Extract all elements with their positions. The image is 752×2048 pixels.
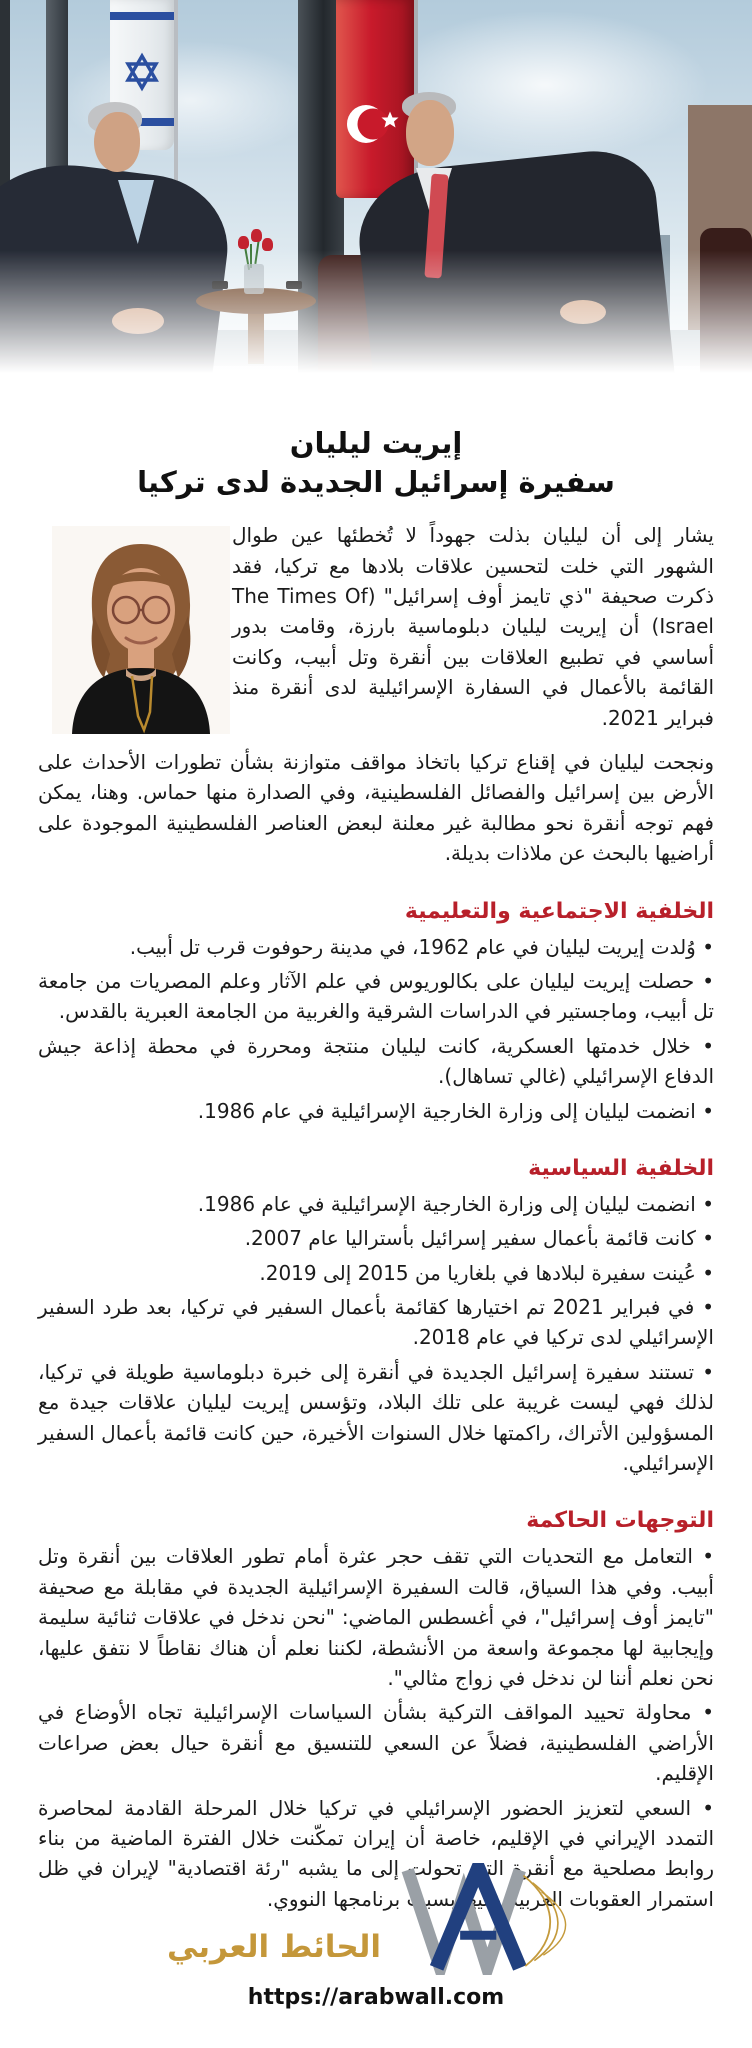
crescent-star-icon (344, 96, 404, 152)
list-item: • انضمت ليليان إلى وزارة الخارجية الإسرائيلية في عام 1986. (38, 1096, 714, 1126)
article-body (0, 424, 752, 1914)
section-heading-governing-trends: التوجهات الحاكمة (526, 1508, 714, 1534)
meeting-photo (0, 0, 752, 400)
turkish-flag (336, 0, 414, 198)
list-item: • تستند سفيرة إسرائيل الجديدة في أنقرة إلى خبرة دبلوماسية طويلة في تركيا، لذلك فهي ليست غريبة على تلك البلاد، وتؤسس إيريت ليليان علاقات جيدة مع المسؤولين الأتراك، راكمتها خلال السنوات الأخيرة، حين كانت قائمة بأعمال السفير الإسرائيلي. (38, 1357, 714, 1479)
brand-logo (0, 1863, 752, 1975)
red-tulip (251, 229, 262, 242)
list-item: • التعامل مع التحديات التي تقف حجر عثرة أمام تطور العلاقات بين أنقرة وتل أبيب. وفي هذا السياق، قالت السفيرة الإسرائيلية الجديدة في مقابلة مع صحيفة "تايمز أوف إسرائيل"، في أغسطس الماضي: "نحن ندخل في علاقات ثنائية سليمة وإيجابية لها مجموعة واسعة من الأنشطة، لكننا نعلم أن هناك نقاطاً لا نتفق عليها، نحن نعلم أننا لن ندخل في زواج مثالي". (38, 1541, 714, 1693)
list-item: • في فبراير 2021 تم اختيارها كقائمة بأعمال السفير في تركيا، بعد طرد السفير الإسرائيلي لدى تركيا في عام 2018. (38, 1292, 714, 1353)
star-of-david-icon (122, 52, 162, 92)
aw-monogram-icon (395, 1863, 585, 1975)
list-item: • خلال خدمتها العسكرية، كانت ليليان منتجة ومحررة في محطة إذاعة جيش الدفاع الإسرائيلي (غالي تساهال). (38, 1031, 714, 1092)
list-item: • عُينت سفيرة لبلادها في بلغاريا من 2015 إلى 2019. (38, 1258, 714, 1288)
page-title (38, 424, 714, 502)
right-diplomat-face (406, 100, 454, 166)
page-title-line2: سفيرة إسرائيل الجديدة لدى تركيا (137, 465, 615, 500)
list-item: • وُلدت إيريت ليليان في عام 1962، في مدينة رحوفوت قرب تل أبيب. (38, 932, 714, 962)
list-item: • كانت قائمة بأعمال سفير إسرائيل بأستراليا عام 2007. (38, 1223, 714, 1253)
intro-paragraph: ونجحت ليليان في إقناع تركيا باتخاذ مواقف متوازنة بشأن تطورات الأحداث على الأرض بين إسرائيل والفصائل الفلسطينية، وفي الصدارة منها حماس. وهنا، يمكن فهم توجه أنقرة نحو مطالبة غير معلنة لبعض العناصر الفلسطينية الموجودة على أراضيها بالبحث عن ملاذات بديلة. (38, 750, 714, 866)
intro-paragraph: يشار إلى أن ليليان بذلت جهوداً لا تُخطئها عين طوال الشهور التي خلت لتحسين علاقات بلادها مع تركيا، فقد ذكرت صحيفة "ذي تايمز أوف إسرائيل" (The Times Of Israel) أن إيريت ليليان دبلوماسية بارزة، وقامت بدور أساسي في تطبيع العلاقات بين أنقرة وتل أبيب، وكانت القائمة بالأعمال في السفارة الإسرائيلية لدى أنقرة منذ فبراير 2021. (232, 523, 715, 730)
section-heading-social-education: الخلفية الاجتماعية والتعليمية (404, 898, 714, 924)
ambassador-portrait (52, 526, 230, 734)
site-footer (0, 1863, 752, 2010)
flag-stripe (110, 12, 174, 20)
left-diplomat-face (94, 112, 140, 172)
list-item: • انضمت ليليان إلى وزارة الخارجية الإسرائيلية في عام 1986. (38, 1189, 714, 1219)
brand-name: الحائط العربي (167, 1929, 381, 1965)
page-title-line1: إيريت ليليان (289, 426, 463, 460)
photo-fade-overlay (0, 250, 752, 400)
portrait-illustration (52, 526, 230, 734)
section-heading-political: الخلفية السياسية (528, 1155, 714, 1181)
list-item: • محاولة تحييد المواقف التركية بشأن السياسات الإسرائيلية تجاه الأوضاع في الأراضي الفلسطينية، فضلاً عن السعي للتنسيق مع أنقرة حيال بعض صراعات الإقليم. (38, 1697, 714, 1788)
red-tulip (238, 236, 249, 249)
list-item: • حصلت إيريت ليليان على بكالوريوس في علم الآثار وعلم المصريات من جامعة تل أبيب، وماجستير في الدراسات الشرقية والغربية من الجامعة العبرية بالقدس. (38, 966, 714, 1027)
site-url-link[interactable]: https://arabwall.com (247, 1985, 505, 2010)
list-item: • السعي لتعزيز الحضور الإسرائيلي في تركيا خلال المرحلة القادمة لمحاصرة التمدد الإيراني في الإقليم، خاصة أن إيران تمكّنت خلال الفترة الماضية من بناء روابط مصلحية مع أنقرة التي تحولت إلى ما يشبه "رئة اقتصادية" لإيران في ظل استمرار العقوبات الغربية عليها بسبب برنامجها النووي. (38, 1793, 714, 1915)
